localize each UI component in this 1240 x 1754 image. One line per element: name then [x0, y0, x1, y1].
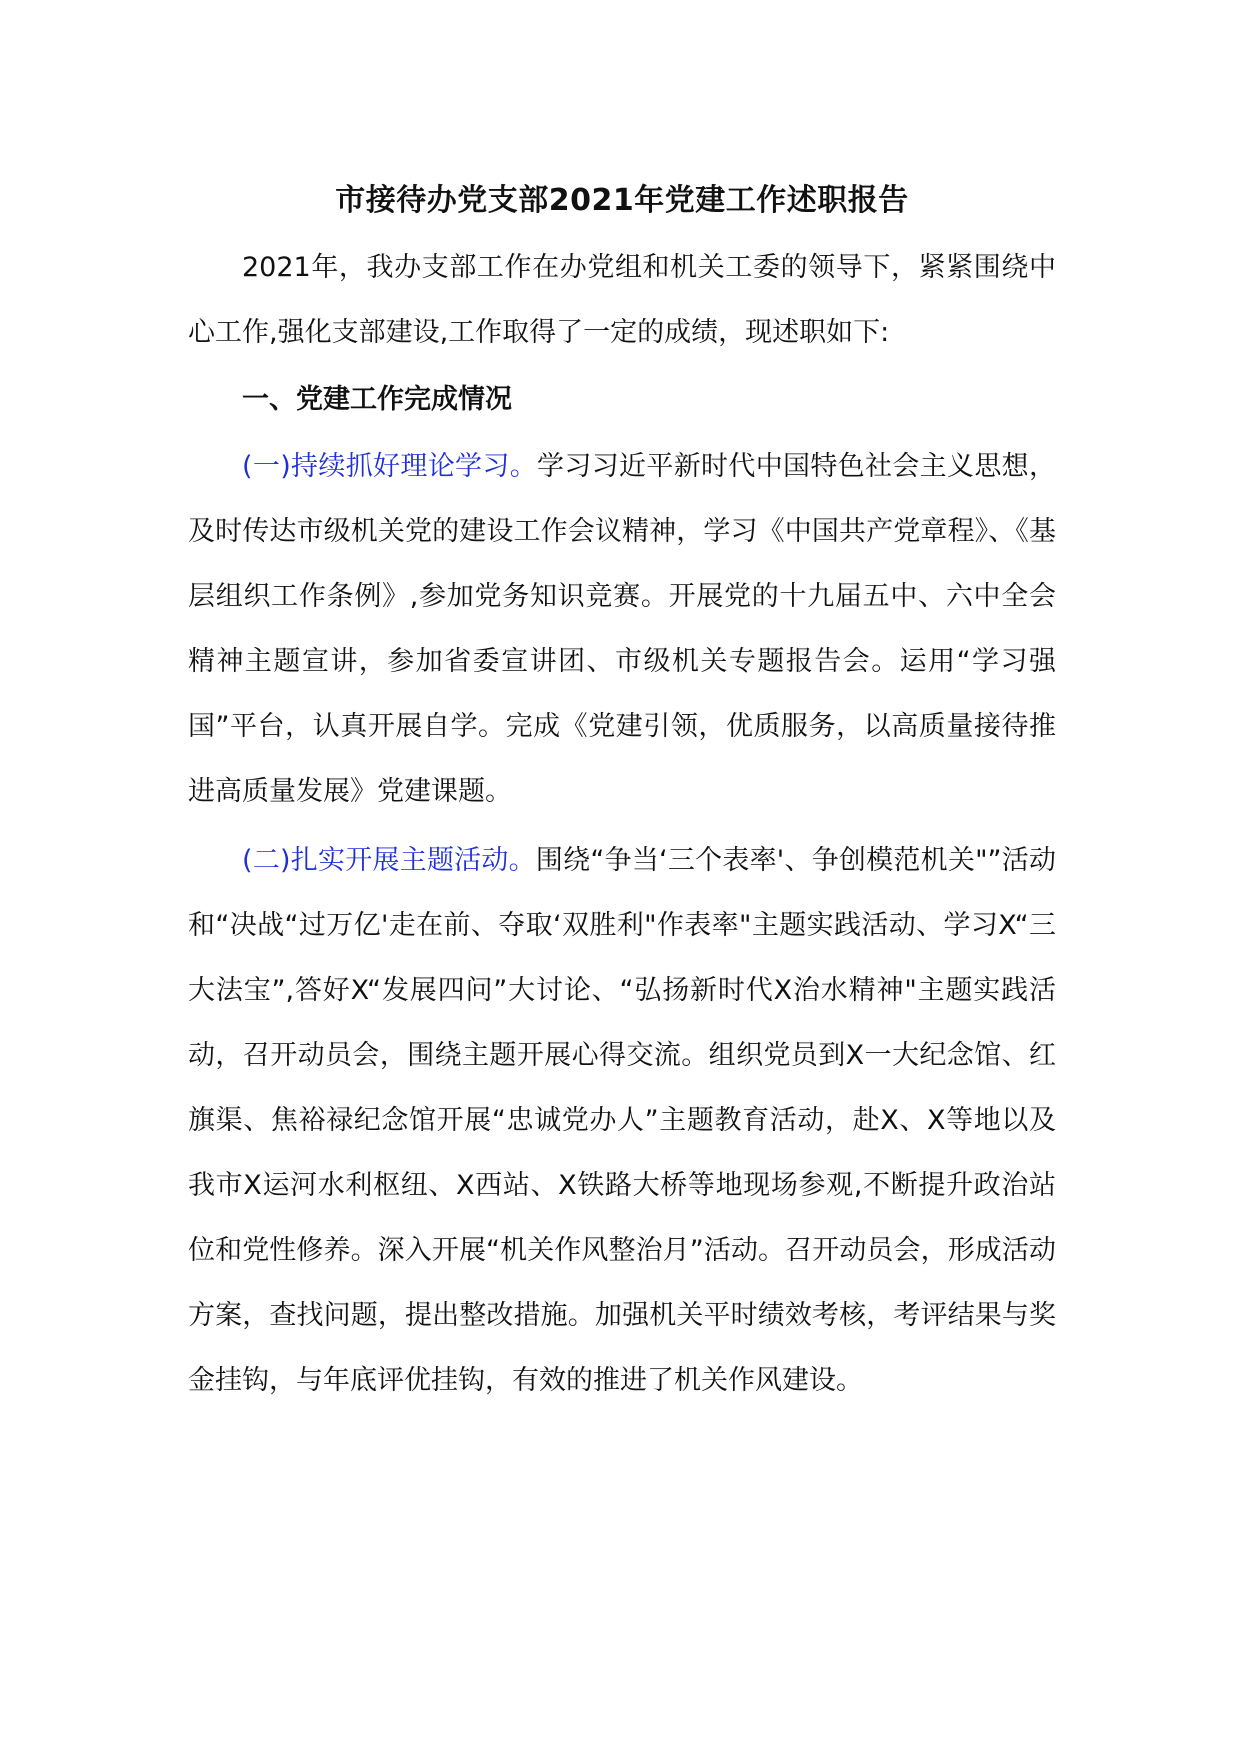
- intro-paragraph: 2021年，我办支部工作在办党组和机关工委的领导下，紧紧围绕中心工作,强化支部建设,工作取得了一定的成绩，现述职如下:: [188, 252, 1056, 348]
- document-title: 市接待办党支部2021年党建工作述职报告: [335, 183, 909, 218]
- item-text-theme-activities: 围绕“争当‘三个表率'、争创模范机关"”活动和“决战“过万亿'走在前、夺取‘双胜利"作表率"主题实践活动、学习X“三大法宝”,答好X“发展四问”大讨论、“弘扬新时代X治水精神"主题实践活动，召开动员会，围绕主题开展心得交流。组织党员到X一大纪念馆、红旗渠、焦裕禄纪念馆开展“忠诚党办人”主题教育活动，赴X、X等地以及我市X运河水利枢纽、X西站、X铁路大桥等地现场参观,不断提升政治站位和党性修养。深入开展“机关作风整治月”活动。召开动员会，形成活动方案，查找问题，提出整改措施。加强机关平时绩效考核，考评结果与奖金挂钩，与年底评优挂钩，有效的推进了机关作风建设。: [188, 845, 1056, 1396]
- item-lead-theme-activities: (二)扎实开展主题活动。: [242, 845, 536, 876]
- item-paragraph-theme-activities: [188, 828, 1056, 1413]
- item-lead-theory-study: (一)持续抓好理论学习。: [242, 451, 538, 482]
- document-body: [188, 168, 1056, 1413]
- item-paragraph-theory-study: [188, 434, 1056, 824]
- section-heading: 一、党建工作完成情况: [242, 384, 512, 415]
- item-text-theory-study: 学习习近平新时代中国特色社会主义思想，及时传达市级机关党的建设工作会议精神，学习《中国共产党章程》、《基层组织工作条例》,参加党务知识竞赛。开展党的十九届五中、六中全会精神主题宣讲，参加省委宣讲团、市级机关专题报告会。运用“学习强国”平台，认真开展自学。完成《党建引领，优质服务，以高质量接待推进高质量发展》党建课题。: [188, 451, 1056, 807]
